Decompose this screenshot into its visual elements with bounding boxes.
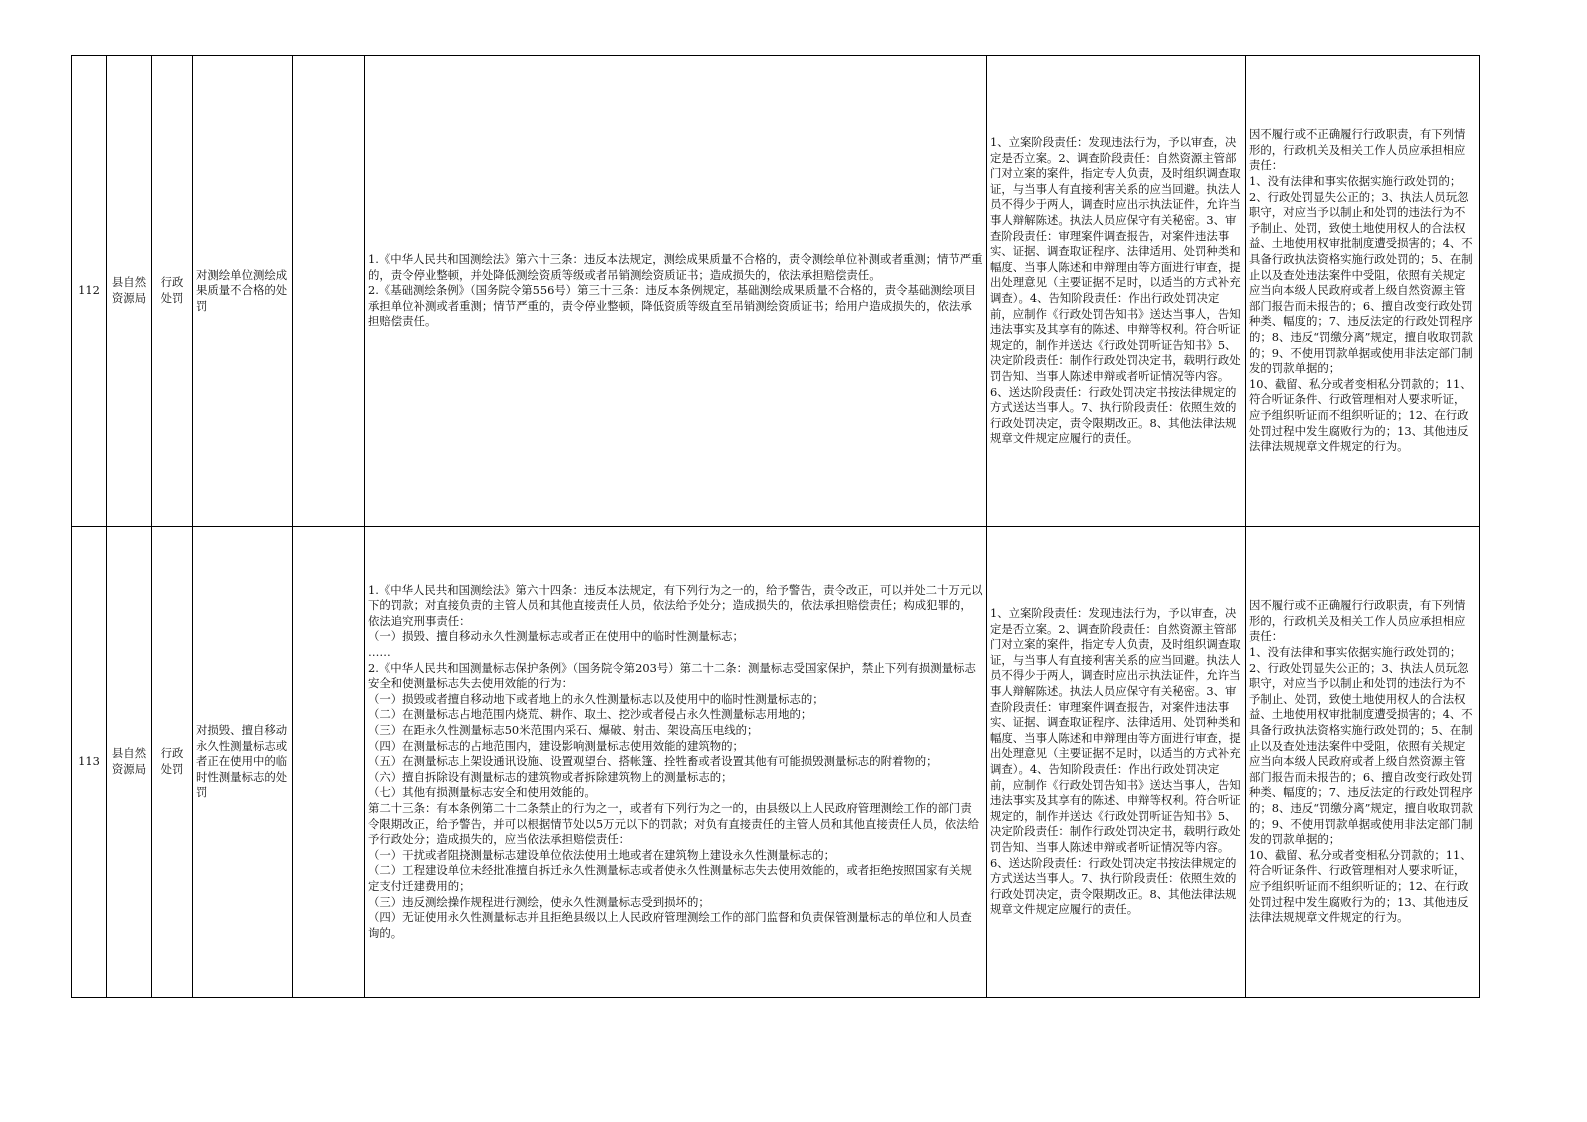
basis-paragraph: （二）工程建设单位未经批准擅自拆迁永久性测量标志或者使永久性测量标志失去使用效能的，或者拒绝按照国家有关规定支付迁建费用的；	[368, 863, 972, 893]
basis-paragraph: （二）在测量标志占地范围内烧荒、耕作、取土、挖沙或者侵占永久性测量标志用地的；	[368, 707, 813, 722]
liability-text	[1246, 56, 1480, 527]
basis-paragraph: （六）擅自拆除设有测量标志的建筑物或者拆除建筑物上的测量标志的；	[368, 769, 733, 784]
liability-paragraph: 1、没有法律和事实依据实施行政处罚的；2、行政处罚显失公正的；3、执法人员玩忽职守，对应当予以制止和处罚的违法行为不予制止、处罚，致使土地使用权人的合法权益、土地使用权审批制度遭受损害的；4、不具备行政执法资格实施行政处罚的；5、在制止以及查处违法案件中受阻，依照有关规定应当向本级人民政府或者上级自然资源主管部门报告而未报告的；6、擅自改变行政处罚种类、幅度的；7、违反法定的行政处罚程序的；8、违反“罚缴分离”规定，擅自收取罚款的；9、不使用罚款单据或使用非法定部门制发的罚款单据的；	[1249, 174, 1473, 376]
power-type: 行政处罚	[152, 527, 193, 998]
power-list-table	[71, 55, 1480, 998]
basis-paragraph: （一）损毁、擅自移动永久性测量标志或者正在使用中的临时性测量标志；	[368, 629, 744, 644]
basis-paragraph: （一）损毁或者擅自移动地下或者地上的永久性测量标志以及使用中的临时性测量标志的；	[368, 691, 824, 706]
table-row	[72, 56, 1480, 527]
sub-item-cell	[293, 56, 365, 527]
department: 县自然资源局	[107, 56, 152, 527]
liability-paragraph: 因不履行或不正确履行行政职责，有下列情形的，行政机关及相关工作人员应承担相应责任：	[1249, 598, 1466, 644]
basis-paragraph: 第二十三条：有本条例第二十二条禁止的行为之一，或者有下列行为之一的，由县级以上人民政府管理测绘工作的部门责令限期改正，给予警告，并可以根据情节处以5万元以下的罚款；对负有直接责任的主管人员和其他直接责任人员，依法给予行政处分；造成损失的，应当依法承担赔偿责任：	[368, 800, 979, 847]
responsibility-text: 1、立案阶段责任：发现违法行为，予以审查，决定是否立案。2、调查阶段责任：自然资源主管部门对立案的案件，指定专人负责，及时组织调查取证，与当事人有直接利害关系的应当回避。执法人员不得少于两人，调查时应出示执法证件，允许当事人辩解陈述。执法人员应保守有关秘密。3、审查阶段责任：审理案件调查报告，对案件违法事实、证据、调查取证程序、法律适用、处罚种类和幅度、当事人陈述和申辩理由等方面进行审查，提出处理意见（主要证据不足时，以适当的方式补充调查）。4、告知阶段责任：作出行政处罚决定前，应制作《行政处罚告知书》送达当事人，告知违法事实及其享有的陈述、申辩等权利。符合听证规定的，制作并送达《行政处罚听证告知书》5、决定阶段责任：制作行政处罚决定书，载明行政处罚告知、当事人陈述申辩或者听证情况等内容。6、送达阶段责任：行政处罚决定书按法律规定的方式送达当事人。7、执行阶段责任：依照生效的行政处罚决定，责令限期改正。8、其他法律法规规章文件规定应履行的责任。	[987, 527, 1246, 998]
basis-paragraph: （五）在测量标志上架设通讯设施、设置观望台、搭帐篷、拴牲畜或者设置其他有可能损毁测量标志的附着物的；	[368, 754, 938, 769]
item-name: 对损毁、擅自移动永久性测量标志或者正在使用中的临时性测量标志的处罚	[193, 527, 293, 998]
item-number: 113	[72, 527, 107, 998]
basis-paragraph: （四）无证使用永久性测量标志并且拒绝县级以上人民政府管理测绘工作的部门监督和负责保管测量标志的单位和人员查询的。	[368, 910, 972, 940]
responsibility-text: 1、立案阶段责任：发现违法行为，予以审查，决定是否立案。2、调查阶段责任：自然资源主管部门对立案的案件，指定专人负责，及时组织调查取证，与当事人有直接利害关系的应当回避。执法人员不得少于两人，调查时应出示执法证件，允许当事人辩解陈述。执法人员应保守有关秘密。3、审查阶段责任：审理案件调查报告，对案件违法事实、证据、调查取证程序、法律适用、处罚种类和幅度、当事人陈述和申辩理由等方面进行审查，提出处理意见（主要证据不足时，以适当的方式补充调查）。4、告知阶段责任：作出行政处罚决定前，应制作《行政处罚告知书》送达当事人，告知违法事实及其享有的陈述、申辩等权利。符合听证规定的，制作并送达《行政处罚听证告知书》5、决定阶段责任：制作行政处罚决定书，载明行政处罚告知、当事人陈述申辩或者听证情况等内容。6、送达阶段责任：行政处罚决定书按法律规定的方式送达当事人。7、执行阶段责任：依照生效的行政处罚决定，责令限期改正。8、其他法律法规规章文件规定应履行的责任。	[987, 56, 1246, 527]
basis-paragraph: （三）违反测绘操作规程进行测绘，使永久性测量标志受到损坏的；	[368, 894, 710, 909]
item-name: 对测绘单位测绘成果质量不合格的处罚	[193, 56, 293, 527]
basis-paragraph: ……	[368, 645, 391, 660]
basis-paragraph: 1.《中华人民共和国测绘法》第六十三条：违反本法规定，测绘成果质量不合格的，责令测绘单位补测或者重测；情节严重的，责令停业整顿，并处降低测绘资质等级或者吊销测绘资质证书；造成损失的，依法承担赔偿责任。	[368, 252, 983, 282]
basis-paragraph: （七）其他有损测量标志安全和使用效能的。	[368, 785, 596, 800]
table-row	[72, 527, 1480, 998]
legal-basis	[365, 56, 987, 527]
power-type: 行政处罚	[152, 56, 193, 527]
basis-paragraph: 2.《中华人民共和国测量标志保护条例》（国务院令第203号）第二十二条：测量标志受国家保护，禁止下列有损测量标志安全和使测量标志失去使用效能的行为：	[368, 660, 976, 691]
sub-item-cell	[293, 527, 365, 998]
legal-basis	[365, 527, 987, 998]
liability-paragraph: 因不履行或不正确履行行政职责，有下列情形的，行政机关及相关工作人员应承担相应责任：	[1249, 127, 1466, 173]
liability-paragraph: 1、没有法律和事实依据实施行政处罚的；2、行政处罚显失公正的；3、执法人员玩忽职守，对应当予以制止和处罚的违法行为不予制止、处罚，致使土地使用权人的合法权益、土地使用权审批制度遭受损害的；4、不具备行政执法资格实施行政处罚的；5、在制止以及查处违法案件中受阻，依照有关规定应当向本级人民政府或者上级自然资源主管部门报告而未报告的；6、擅自改变行政处罚种类、幅度的；7、违反法定的行政处罚程序的；8、违反“罚缴分离”规定，擅自收取罚款的；9、不使用罚款单据或使用非法定部门制发的罚款单据的；	[1249, 645, 1473, 847]
item-number: 112	[72, 56, 107, 527]
basis-paragraph: （一）干扰或者阻挠测量标志建设单位依法使用土地或者在建筑物上建设永久性测量标志的；	[368, 847, 836, 862]
basis-paragraph: （三）在距永久性测量标志50米范围内采石、爆破、射击、架设高压电线的；	[368, 723, 759, 738]
department: 县自然资源局	[107, 527, 152, 998]
liability-text	[1246, 527, 1480, 998]
document-page	[71, 55, 1479, 998]
basis-paragraph: 2.《基础测绘条例》（国务院令第556号）第三十三条：违反本条例规定，基础测绘成果质量不合格的，责令基础测绘项目承担单位补测或者重测；情节严重的，责令停业整顿，降低资质等级直至吊销测绘资质证书；给用户造成损失的，依法承担赔偿责任。	[368, 283, 976, 329]
basis-paragraph: 1.《中华人民共和国测绘法》第六十四条：违反本法规定，有下列行为之一的，给予警告，责令改正，可以并处二十万元以下的罚款；对直接负责的主管人员和其他直接责任人员，依法给予处分；造成损失的，依法承担赔偿责任；构成犯罪的，依法追究刑事责任：	[368, 582, 983, 628]
basis-paragraph: （四）在测量标志的占地范围内，建设影响测量标志使用效能的建筑物的；	[368, 738, 744, 753]
liability-paragraph: 10、截留、私分或者变相私分罚款的；11、符合听证条件、行政管理相对人要求听证，应予组织听证而不组织听证的；12、在行政处罚过程中发生腐败行为的；13、其他违反法律法规规章文件规定的行为。	[1249, 847, 1472, 925]
liability-paragraph: 10、截留、私分或者变相私分罚款的；11、符合听证条件、行政管理相对人要求听证，应予组织听证而不组织听证的；12、在行政处罚过程中发生腐败行为的；13、其他违反法律法规规章文件规定的行为。	[1249, 376, 1472, 454]
